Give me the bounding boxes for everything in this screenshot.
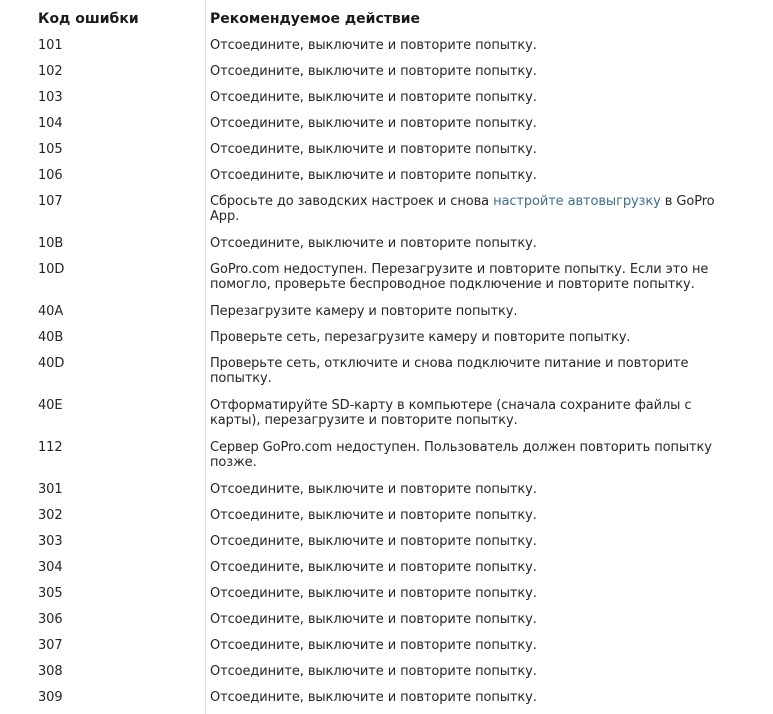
error-code: 103: [38, 90, 63, 105]
recommended-action: Отсоедините, выключите и повторите попытку.: [210, 508, 537, 523]
recommended-action: Отсоедините, выключите и повторите попытку.: [210, 482, 537, 497]
error-code: 308: [38, 664, 63, 679]
error-code: 40B: [38, 330, 64, 345]
error-code: 40D: [38, 356, 65, 371]
error-code: 303: [38, 534, 63, 549]
table-row: [0, 437, 773, 479]
table-row: [0, 353, 773, 395]
table-row: [0, 327, 773, 353]
recommended-action: Перезагрузите камеру и повторите попытку.: [210, 304, 518, 319]
recommended-action: Сервер GoPro.com недоступен. Пользователь должен повторить попытку позже.: [210, 440, 712, 470]
recommended-action: Отсоедините, выключите и повторите попытку.: [210, 612, 537, 627]
header-action: Рекомендуемое действие: [210, 11, 421, 27]
error-code: 10D: [38, 262, 65, 277]
recommended-action: Отсоедините, выключите и повторите попытку.: [210, 168, 537, 183]
error-code: 10B: [38, 236, 64, 251]
error-code: 105: [38, 142, 63, 157]
table-row: [0, 301, 773, 327]
table-row: [0, 479, 773, 505]
recommended-action: Проверьте сеть, перезагрузите камеру и повторите попытку.: [210, 330, 631, 345]
table-header: [0, 0, 773, 35]
table-row: [0, 395, 773, 437]
error-code: 102: [38, 64, 63, 79]
recommended-action: Отсоедините, выключите и повторите попытку.: [210, 534, 537, 549]
recommended-action: Отсоедините, выключите и повторите попытку.: [210, 638, 537, 653]
recommended-action: Отсоедините, выключите и повторите попытку.: [210, 142, 537, 157]
error-code: 106: [38, 168, 63, 183]
table-row: [0, 165, 773, 191]
recommended-action: Отсоедините, выключите и повторите попытку.: [210, 38, 537, 53]
table-row: [0, 557, 773, 583]
error-code: 40E: [38, 398, 63, 413]
action-text: Сбросьте до заводских настроек и снова: [210, 194, 494, 209]
table-row: [0, 191, 773, 233]
error-code: 307: [38, 638, 63, 653]
table-row: [0, 139, 773, 165]
error-code: 104: [38, 116, 63, 131]
error-code: 101: [38, 38, 63, 53]
recommended-action: Проверьте сеть, отключите и снова подключите питание и повторите попытку.: [210, 356, 689, 386]
table-row: [0, 661, 773, 687]
table-row: [0, 531, 773, 557]
table-row: [0, 61, 773, 87]
table-row: [0, 583, 773, 609]
error-code: 304: [38, 560, 63, 575]
table-row: [0, 635, 773, 661]
recommended-action: Отформатируйте SD-карту в компьютере (сначала сохраните файлы с карты), перезагрузите и повторите попытку.: [210, 398, 692, 428]
error-code: 301: [38, 482, 63, 497]
error-code: 112: [38, 440, 63, 455]
recommended-action: GoPro.com недоступен. Перезагрузите и повторите попытку. Если это не помогло, проверьте беспроводное подключение и повторите попытку.: [210, 262, 709, 292]
recommended-action: Отсоедините, выключите и повторите попытку.: [210, 664, 537, 679]
error-code: 309: [38, 690, 63, 705]
table-row: [0, 609, 773, 635]
table-row: [0, 687, 773, 713]
error-code: 107: [38, 194, 63, 209]
recommended-action: Отсоедините, выключите и повторите попытку.: [210, 90, 537, 105]
table-row: [0, 259, 773, 301]
recommended-action: Отсоедините, выключите и повторите попытку.: [210, 586, 537, 601]
error-code: 302: [38, 508, 63, 523]
table-row: [0, 505, 773, 531]
recommended-action: Отсоедините, выключите и повторите попытку.: [210, 560, 537, 575]
recommended-action: Отсоедините, выключите и повторите попытку.: [210, 236, 537, 251]
action-text: в GoPro App.: [210, 194, 715, 224]
header-code: Код ошибки: [38, 11, 139, 27]
recommended-action: Отсоедините, выключите и повторите попытку.: [210, 64, 537, 79]
table-row: [0, 233, 773, 259]
error-code: 305: [38, 586, 63, 601]
autoupload-setup-link[interactable]: настройте автовыгрузку: [493, 194, 661, 209]
table-row: [0, 35, 773, 61]
error-code: 40A: [38, 304, 64, 319]
table-row: [0, 113, 773, 139]
recommended-action: Отсоедините, выключите и повторите попытку.: [210, 116, 537, 131]
error-code: 306: [38, 612, 63, 627]
recommended-action: [205, 191, 730, 224]
recommended-action: Отсоедините, выключите и повторите попытку.: [210, 690, 537, 705]
table-row: [0, 87, 773, 113]
